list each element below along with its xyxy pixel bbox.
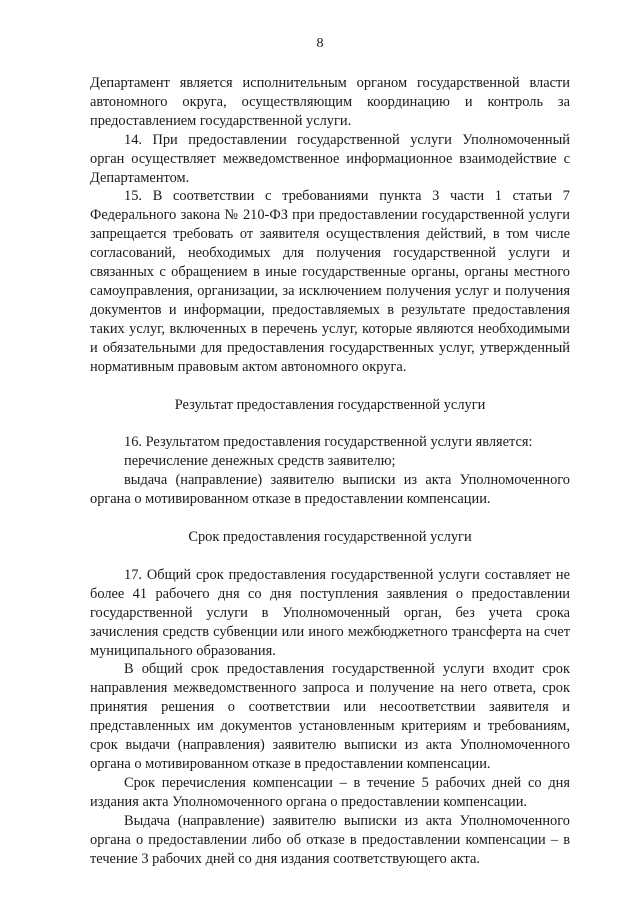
paragraph-spacer — [90, 547, 570, 566]
paragraph-spacer — [90, 509, 570, 528]
paragraph-10: Выдача (направление) заявителю выписки из акта Уполномоченного органа о предоставлении либо об отказе в предоставлении компенсации – в течение 3 рабочих дней со дня издания соответствующего акта. — [90, 812, 570, 867]
page-number: 8 — [316, 36, 324, 51]
paragraph-5: перечисление денежных средств заявителю; — [124, 453, 396, 470]
section-heading-1: Результат предоставления государственной услуги — [174, 396, 486, 413]
paragraph-spacer — [90, 414, 570, 433]
paragraph-1: Департамент является исполнительным органом государственной власти автономного округа, осуществляющим координацию и контроль за предоставлением государственной услуги. — [90, 75, 570, 129]
paragraph-9: Срок перечисления компенсации – в течение 5 рабочих дней со дня издания акта Уполномоченного органа о предоставлении компенсации. — [90, 774, 570, 810]
document-body — [90, 74, 570, 868]
paragraph-4: 16. Результатом предоставления государственной услуги является: — [124, 434, 533, 451]
paragraph-2: 14. При предоставлении государственной услуги Уполномоченный орган осуществляет межведомственное информационное взаимодействие с Департаментом. — [90, 131, 570, 186]
paragraph-8: В общий срок предоставления государственной услуги входит срок направления межведомственного запроса и получение на него ответа, срок принятия решения о соответствии или несоответствии заявителя и представленных им документов установленным критериям и требованиям, срок выдачи (направления) заявителю выписки из акта Уполномоченного органа о мотивированном отказе в предоставлении компенсации. — [90, 661, 570, 772]
paragraph-7: 17. Общий срок предоставления государственной услуги составляет не более 41 рабочего дня со дня поступления заявления о предоставлении государственной услуги в Уполномоченный орган, без учета срока зачисления средств субвенции или иного межбюджетного трансферта на счет муниципального образования. — [90, 566, 570, 659]
paragraph-spacer — [90, 377, 570, 396]
section-heading-2: Срок предоставления государственной услуги — [188, 529, 472, 546]
paragraph-3: 15. В соответствии с требованиями пункта 3 части 1 статьи 7 Федерального закона № 210-ФЗ при предоставлении государственной услуги запрещается требовать от заявителя осуществления действий, в том числе согласований, необходимых для получения государственной услуги и связанных с обращением в иные государственные органы, органы местного самоуправления, организации, за исключением получения услуг и получения документов и информации, предоставляемых в результате предоставления таких услуг, включенных в перечень услуг, которые являются необходимыми и обязательными для предоставления государственных услуг, утвержденный нормативным правовым актом автономного округа. — [90, 188, 570, 375]
paragraph-6: выдача (направление) заявителю выписки из акта Уполномоченного органа о мотивированном отказе в предоставлении компенсации. — [90, 472, 570, 508]
